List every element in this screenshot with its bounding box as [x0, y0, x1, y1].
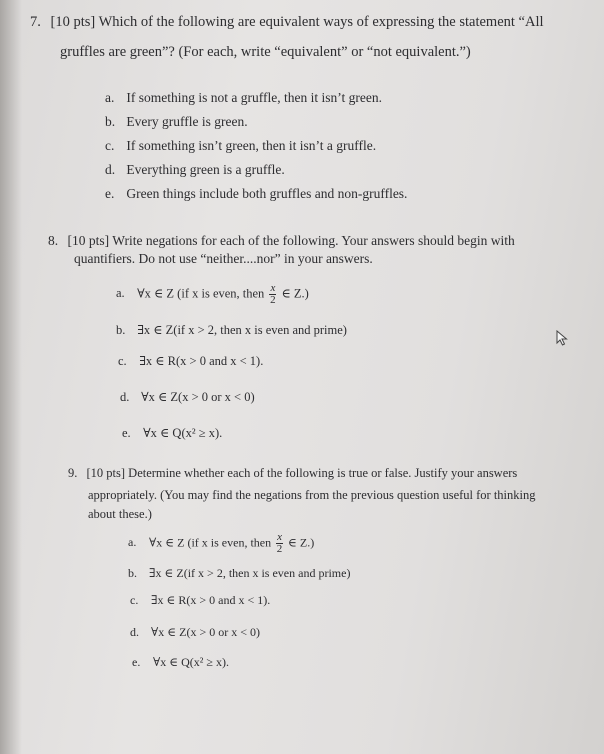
q9-line2: appropriately. (You may find the negations from the previous question useful for thinking	[88, 488, 536, 502]
q7-item-b	[105, 114, 248, 130]
item-text: Every gruffle is green.	[126, 114, 248, 129]
q9-line3: about these.)	[88, 507, 152, 521]
fraction-denominator: 2	[270, 294, 276, 306]
item-letter: d.	[130, 625, 139, 639]
item-letter: b.	[116, 323, 126, 337]
q7-number: 7.	[30, 14, 41, 30]
q8-item-b	[116, 322, 347, 338]
item-text: ∃x ∈ Z(if x > 2, then x is even and prime)	[149, 566, 351, 580]
item-letter: d.	[105, 162, 116, 177]
item-text: ∃x ∈ R(x > 0 and x < 1).	[151, 593, 271, 607]
item-text: ∀x ∈ Z(x > 0 or x < 0)	[151, 625, 260, 639]
q8-line1: [10 pts] Write negations for each of the following. Your answers should begin with	[67, 233, 515, 248]
q8-header	[48, 233, 515, 249]
q7-item-e	[105, 186, 407, 202]
q7-item-d	[105, 162, 285, 178]
q8-item-e	[122, 425, 222, 441]
fraction-numerator: x	[277, 531, 282, 543]
item-letter: c.	[118, 354, 127, 368]
item-text-pre: ∀x ∈ Z (if x is even, then	[137, 286, 265, 301]
q9-item-b	[128, 566, 350, 581]
item-letter: a.	[128, 535, 137, 550]
item-text: Green things include both gruffles and non-gruffles.	[126, 186, 408, 201]
q9-item-c	[130, 593, 270, 608]
item-text: If something isn’t green, then it isn’t a gruffle.	[126, 138, 377, 153]
q8-item-d	[120, 389, 255, 405]
fraction-numerator: x	[270, 282, 276, 294]
q9-item-a	[128, 532, 314, 555]
q9-header	[68, 466, 517, 481]
item-text-post: ∈ Z.)	[281, 286, 309, 301]
item-text: ∃x ∈ Z(if x > 2, then x is even and prime)	[137, 323, 347, 337]
item-text: ∀x ∈ Q(x² ≥ x).	[143, 426, 223, 440]
item-letter: d.	[120, 390, 130, 404]
q9-item-e	[132, 655, 229, 670]
q8-item-c	[118, 353, 263, 369]
page-shadow	[0, 0, 22, 754]
q9-number: 9.	[68, 466, 78, 480]
item-letter: e.	[132, 655, 141, 669]
item-text-post: ∈ Z.)	[288, 535, 315, 550]
item-text: ∀x ∈ Z(x > 0 or x < 0)	[141, 390, 255, 404]
item-text: ∀x ∈ Q(x² ≥ x).	[153, 655, 229, 669]
q7-item-c	[105, 138, 376, 154]
fraction	[276, 532, 283, 555]
item-letter: c.	[130, 593, 139, 607]
q9-line1: [10 pts] Determine whether each of the following is true or false. Justify your answers	[86, 466, 518, 480]
q8-line2: quantifiers. Do not use “neither....nor” in your answers.	[74, 251, 373, 266]
item-letter: a.	[116, 286, 125, 301]
q7-line2: gruffles are green”? (For each, write “equivalent” or “not equivalent.”)	[60, 44, 471, 60]
q8-item-a	[116, 283, 309, 306]
item-text: Everything green is a gruffle.	[126, 162, 285, 177]
item-text: ∃x ∈ R(x > 0 and x < 1).	[139, 354, 264, 368]
q8-number: 8.	[48, 233, 59, 248]
item-text-pre: ∀x ∈ Z (if x is even, then	[149, 535, 272, 550]
q7-header	[30, 14, 544, 31]
fraction	[269, 283, 276, 306]
mouse-pointer-icon	[556, 330, 570, 346]
item-text: If something is not a gruffle, then it isn’t green.	[126, 90, 382, 105]
q7-line1: [10 pts] Which of the following are equivalent ways of expressing the statement “All	[50, 14, 544, 30]
item-letter: b.	[105, 114, 116, 129]
item-letter: e.	[105, 186, 115, 201]
item-letter: e.	[122, 426, 131, 440]
item-letter: a.	[105, 90, 115, 105]
q9-item-d	[130, 625, 260, 640]
fraction-denominator: 2	[276, 543, 283, 555]
item-letter: c.	[105, 138, 115, 153]
item-letter: b.	[128, 566, 137, 580]
q7-item-a	[105, 90, 382, 106]
